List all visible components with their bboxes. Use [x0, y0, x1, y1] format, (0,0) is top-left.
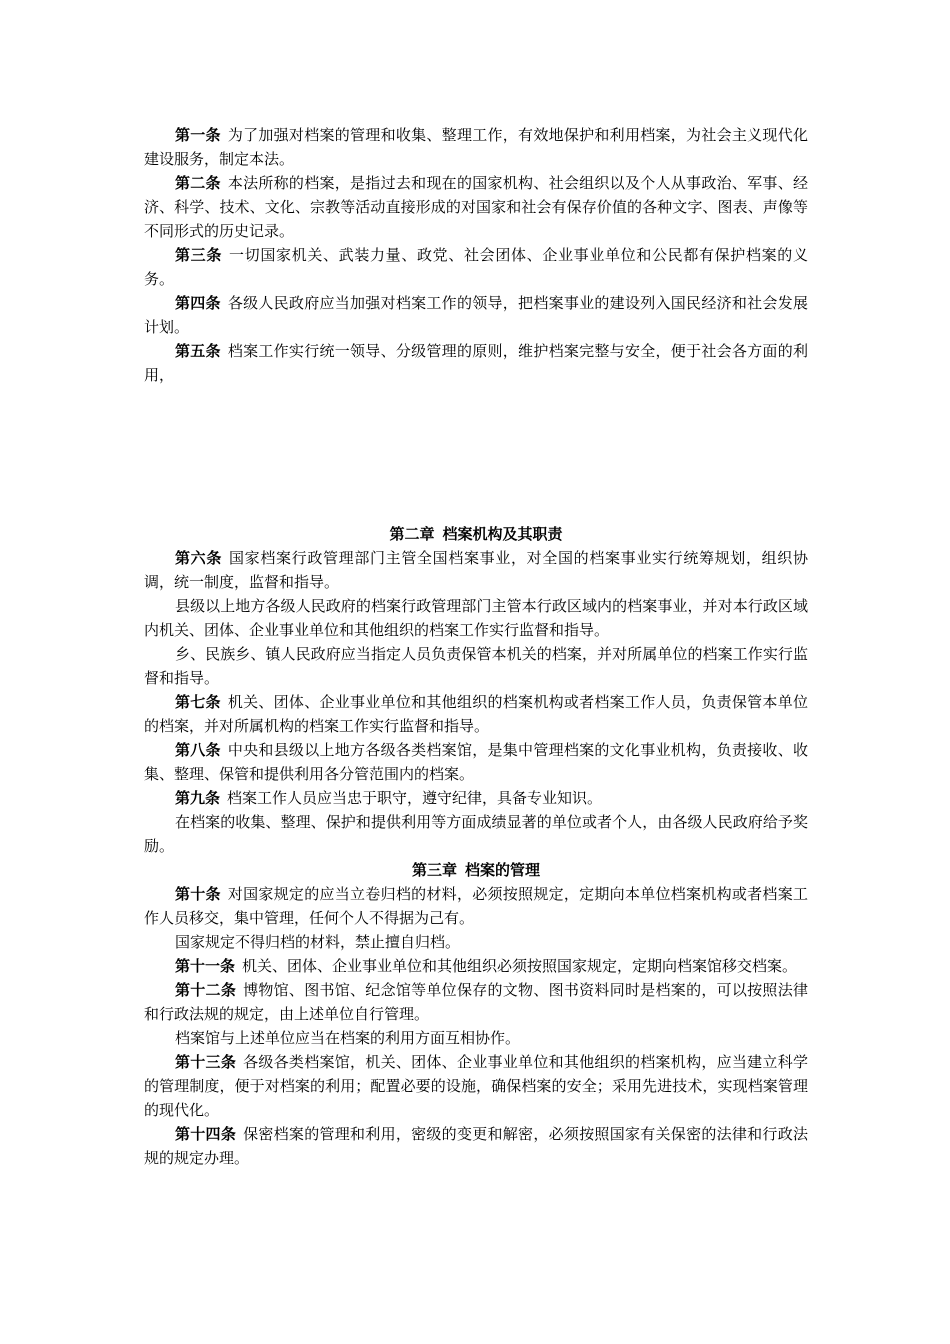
article-number: 第七条	[175, 693, 221, 711]
article-paragraph	[144, 978, 808, 1026]
chapter-number: 第二章	[389, 525, 435, 543]
article-paragraph	[144, 339, 808, 387]
article-number: 第十二条	[175, 981, 237, 999]
article-text: 一切国家机关、武装力量、政党、社会团体、企业事业单位和公民都有保护档案的义务。	[144, 246, 808, 288]
article-paragraph	[144, 786, 808, 810]
article-paragraph	[144, 1122, 808, 1170]
article-text: 乡、民族乡、镇人民政府应当指定人员负责保管本机关的档案，并对所属单位的档案工作实行监督和指导。	[144, 645, 808, 687]
article-paragraph	[144, 642, 808, 690]
chapter-title: 档案机构及其职责	[442, 525, 563, 543]
article-number: 第十一条	[175, 957, 236, 975]
article-text: 对国家规定的应当立卷归档的材料，必须按照规定，定期向本单位档案机构或者档案工作人员移交，集中管理，任何个人不得据为己有。	[144, 885, 808, 927]
article-text: 县级以上地方各级人民政府的档案行政管理部门主管本行政区域内的档案事业，并对本行政区域内机关、团体、企业事业单位和其他组织的档案工作实行监督和指导。	[144, 597, 808, 639]
article-text: 国家规定不得归档的材料，禁止擅自归档。	[175, 933, 461, 951]
article-text: 档案工作人员应当忠于职守，遵守纪律，具备专业知识。	[227, 789, 603, 807]
article-number: 第二条	[175, 174, 221, 192]
article-text: 国家档案行政管理部门主管全国档案事业，对全国的档案事业实行统筹规划，组织协调，统一制度，监督和指导。	[144, 549, 808, 591]
article-text: 各级各类档案馆，机关、团体、企业事业单位和其他组织的档案机构，应当建立科学的管理制度，便于对档案的利用；配置必要的设施，确保档案的安全；采用先进技术，实现档案管理的现代化。	[144, 1053, 808, 1119]
article-number: 第四条	[175, 294, 221, 312]
article-paragraph	[144, 291, 808, 339]
article-text: 在档案的收集、整理、保护和提供利用等方面成绩显著的单位或者个人，由各级人民政府给予奖励。	[144, 813, 808, 855]
article-text: 中央和县级以上地方各级各类档案馆，是集中管理档案的文化事业机构，负责接收、收集、整理、保管和提供利用各分管范围内的档案。	[144, 741, 808, 783]
article-number: 第一条	[175, 126, 221, 144]
chapter-heading	[144, 858, 808, 882]
article-paragraph	[144, 123, 808, 171]
article-paragraph	[144, 954, 808, 978]
article-paragraph	[144, 738, 808, 786]
article-number: 第三条	[175, 246, 222, 264]
article-number: 第八条	[175, 741, 221, 759]
article-paragraph	[144, 243, 808, 291]
section-general-provisions	[144, 123, 808, 387]
article-paragraph	[144, 171, 808, 243]
article-paragraph	[144, 930, 808, 954]
article-text: 档案馆与上述单位应当在档案的利用方面互相协作。	[175, 1029, 521, 1047]
article-number: 第十三条	[175, 1053, 237, 1071]
article-text: 保密档案的管理和利用，密级的变更和解密，必须按照国家有关保密的法律和行政法规的规定办理。	[144, 1125, 808, 1167]
article-text: 本法所称的档案，是指过去和现在的国家机构、社会组织以及个人从事政治、军事、经济、科学、技术、文化、宗教等活动直接形成的对国家和社会有保存价值的各种文字、图表、声像等不同形式的历史记录。	[144, 174, 808, 240]
article-number: 第十条	[175, 885, 221, 903]
article-number: 第十四条	[175, 1125, 237, 1143]
article-text: 机关、团体、企业事业单位和其他组织的档案机构或者档案工作人员，负责保管本单位的档案，并对所属机构的档案工作实行监督和指导。	[144, 693, 808, 735]
article-text: 机关、团体、企业事业单位和其他组织必须按照国家规定，定期向档案馆移交档案。	[242, 957, 798, 975]
chapter-title: 档案的管理	[465, 861, 541, 879]
article-text: 博物馆、图书馆、纪念馆等单位保存的文物、图书资料同时是档案的，可以按照法律和行政法规的规定，由上述单位自行管理。	[144, 981, 808, 1023]
article-paragraph	[144, 882, 808, 930]
chapter-number: 第三章	[411, 861, 457, 879]
article-text: 档案工作实行统一领导、分级管理的原则，维护档案完整与安全，便于社会各方面的利用，	[144, 342, 808, 384]
article-text: 各级人民政府应当加强对档案工作的领导，把档案事业的建设列入国民经济和社会发展计划。	[144, 294, 808, 336]
article-paragraph	[144, 810, 808, 858]
chapter-heading	[144, 522, 808, 546]
article-paragraph	[144, 1026, 808, 1050]
article-paragraph	[144, 690, 808, 738]
article-number: 第五条	[175, 342, 221, 360]
article-paragraph	[144, 1050, 808, 1122]
article-paragraph	[144, 594, 808, 642]
article-number: 第九条	[175, 789, 221, 807]
section-chapters	[144, 522, 808, 1170]
article-number: 第六条	[175, 549, 222, 567]
article-text: 为了加强对档案的管理和收集、整理工作，有效地保护和利用档案，为社会主义现代化建设服务，制定本法。	[144, 126, 808, 168]
article-paragraph	[144, 546, 808, 594]
